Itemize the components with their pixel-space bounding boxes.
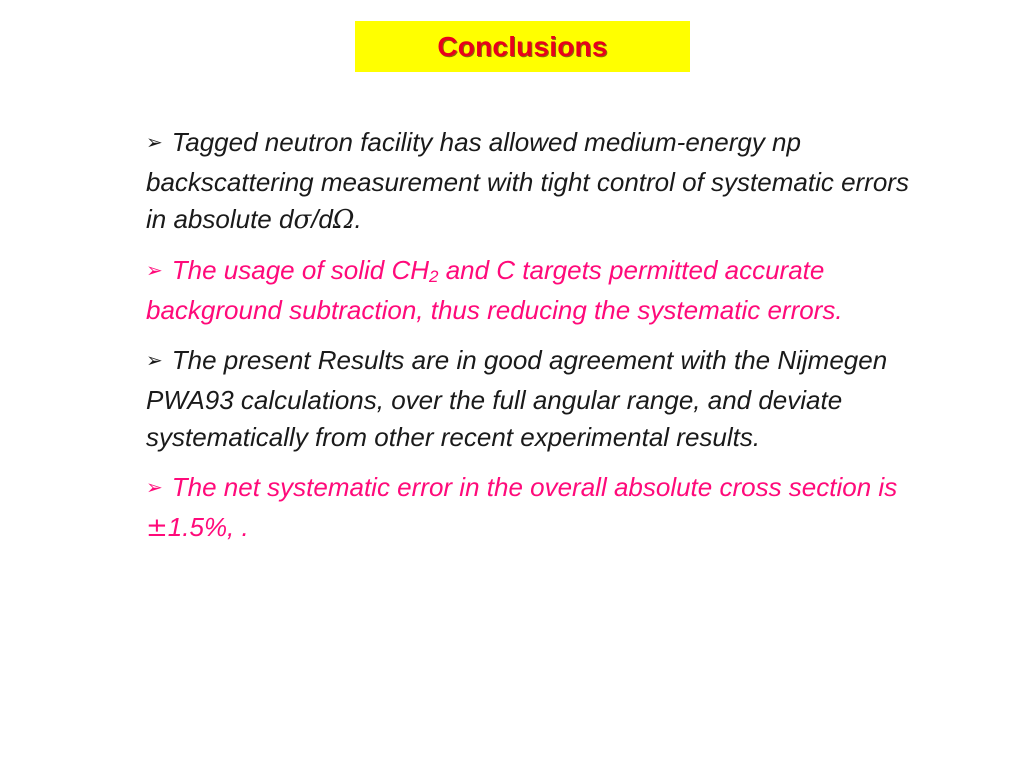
bullet-item-4	[146, 469, 916, 547]
bullet-1-text: Tagged neutron facility has allowed medium-energy np backscattering measurement with tight control of systematic errors in absolute d	[146, 127, 909, 234]
bullet-list	[146, 124, 916, 560]
bullet-1-end: .	[354, 204, 362, 234]
arrow-bullet-icon: ➢	[146, 350, 163, 372]
bullet-4-text-b: 1.5%, .	[167, 512, 249, 542]
arrow-bullet-icon: ➢	[146, 132, 163, 154]
title-box	[355, 21, 690, 72]
bullet-item-1	[146, 124, 916, 239]
bullet-2-text-b: and C targets permitted accurate background subtraction, thus reducing the systematic errors.	[146, 255, 843, 325]
omega-symbol: Ω	[332, 205, 355, 235]
bullet-item-3	[146, 342, 916, 456]
bullet-3-text: The present Results are in good agreement with the Nijmegen PWA93 calculations, over the full angular range, and deviate systematically from other recent experimental results.	[146, 345, 888, 452]
bullet-item-2	[146, 252, 916, 329]
subscript-2: 2	[429, 267, 439, 286]
sigma-symbol: σ	[293, 205, 312, 235]
plus-minus-symbol: ±	[146, 513, 168, 543]
slide-title: Conclusions	[437, 30, 608, 62]
bullet-1-slash: /d	[311, 204, 333, 234]
arrow-bullet-icon: ➢	[146, 477, 163, 499]
bullet-2-text-a: The usage of solid CH	[171, 255, 430, 285]
bullet-4-text-a: The net systematic error in the overall absolute cross section is	[171, 472, 898, 502]
arrow-bullet-icon: ➢	[146, 260, 163, 282]
